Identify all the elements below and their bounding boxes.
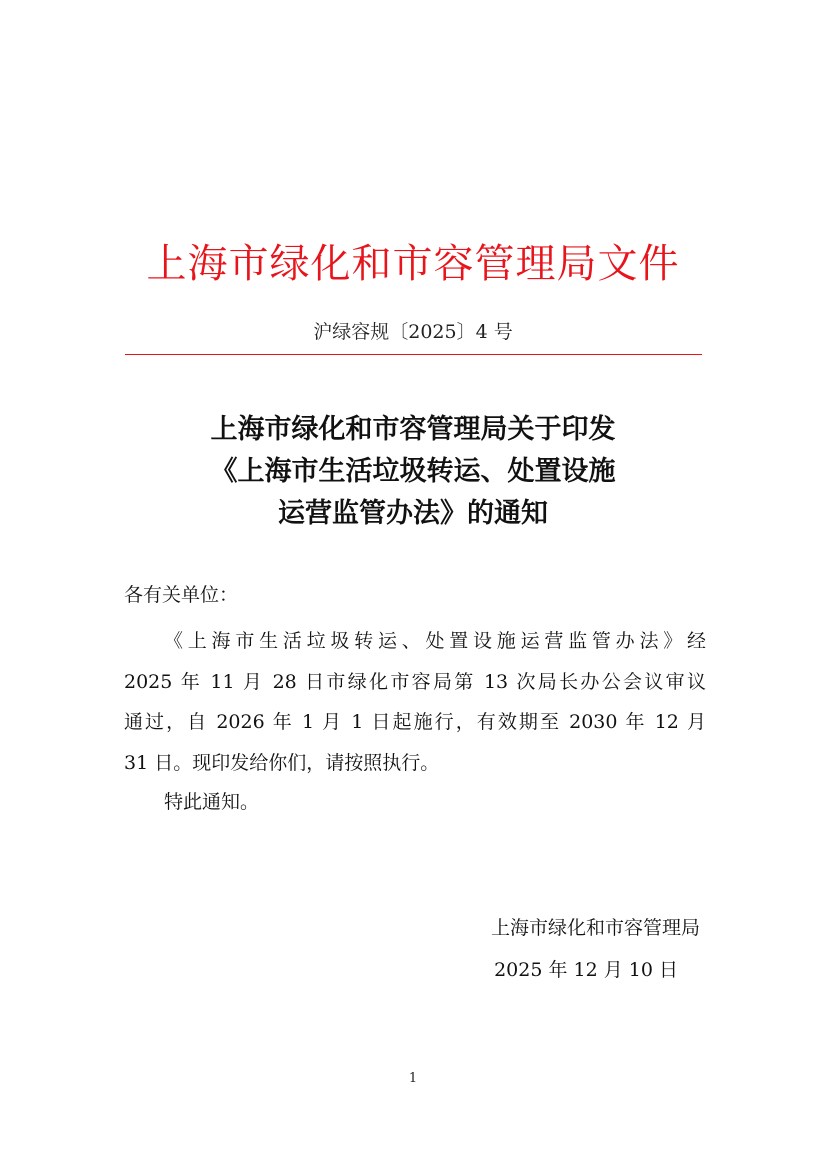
document-number: 沪绿容规〔2025〕4 号	[313, 321, 513, 343]
signing-date: 2025 年 12 月 10 日	[494, 959, 678, 981]
paragraph-line-4: 31 日。现印发给你们，请按照执行。	[124, 751, 440, 774]
title-line-1: 上海市绿化和市容管理局关于印发	[210, 414, 616, 445]
paragraph-line-3: 通过，自 2026 年 1 月 1 日起施行，有效期至 2030 年 12 月	[124, 711, 706, 733]
paragraph-line-2: 2025 年 11 月 28 日市绿化市容局第 13 次局长办公会议审议	[124, 670, 706, 693]
page-number: 1	[408, 1071, 418, 1086]
paragraph-line-1: 《上海市生活垃圾转运、处置设施运营监管办法》经	[164, 630, 706, 652]
issuer-banner: 上海市绿化和市容管理局文件	[146, 241, 680, 287]
title-line-3: 运营监管办法》的通知	[278, 498, 548, 529]
title-line-2: 《上海市生活垃圾转运、处置设施	[210, 456, 616, 487]
signing-organization: 上海市绿化和市容管理局	[490, 917, 700, 939]
red-divider	[125, 354, 702, 355]
salutation: 各有关单位：	[124, 584, 239, 606]
closing-phrase: 特此通知。	[164, 791, 260, 813]
document-title	[0, 409, 826, 535]
body-paragraph	[124, 621, 706, 783]
